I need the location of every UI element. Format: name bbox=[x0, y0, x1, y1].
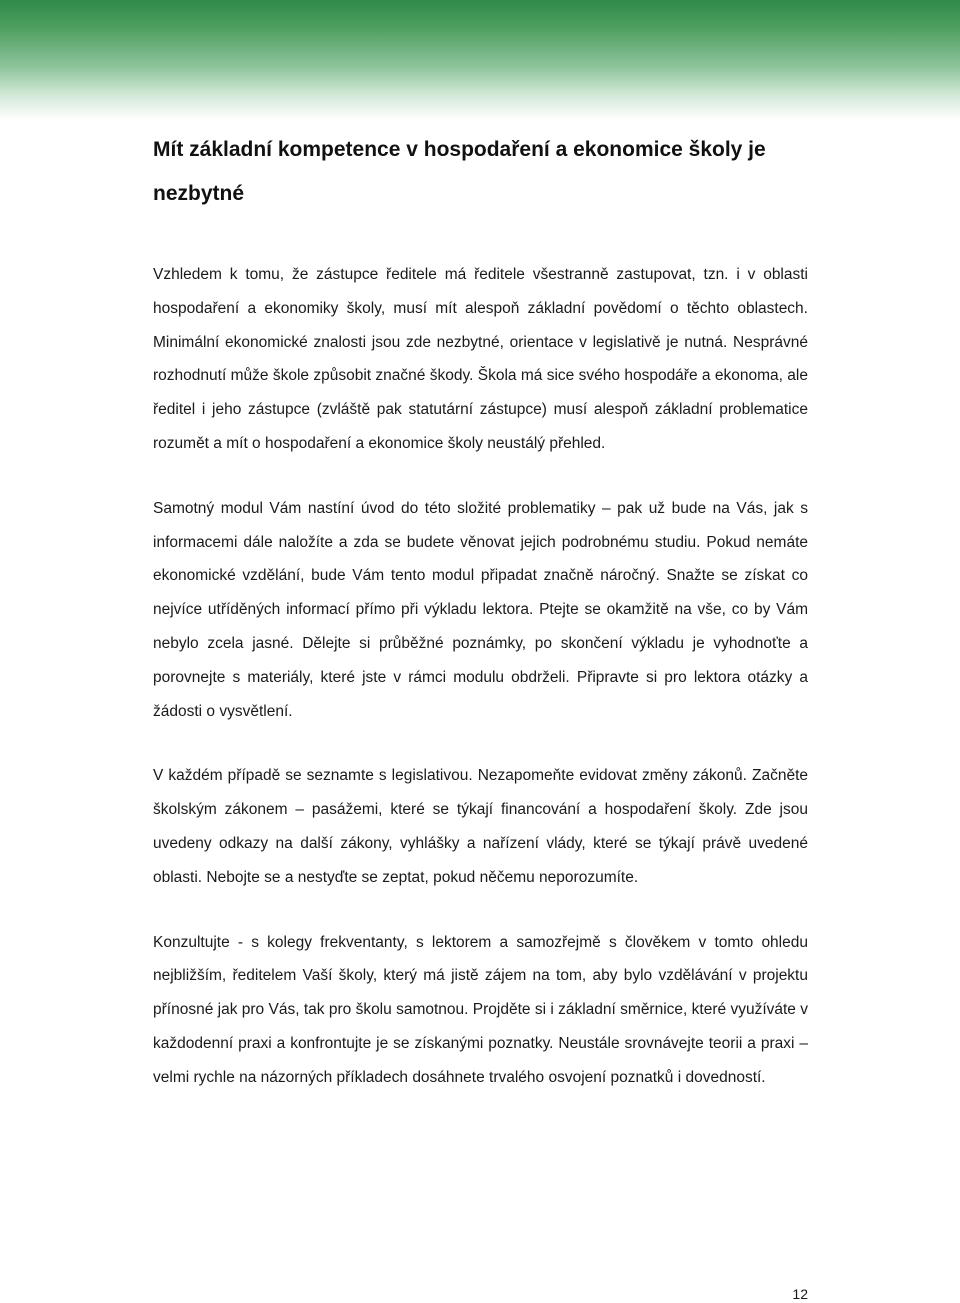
page-content bbox=[153, 128, 808, 1126]
page-number: 12 bbox=[792, 1286, 808, 1302]
paragraph-2: Samotný modul Vám nastíní úvod do této složité problematiky – pak už bude na Vás, jak s informacemi dále naložíte a zda se budete věnovat jejich podrobnému studiu. Pokud nemáte ekonomické vzdělání, bude Vám tento modul připadat značně náročný. Snažte se získat co nejvíce utříděných informací přímo při výkladu lektora. Ptejte se okamžitě na vše, co by Vám nebylo zcela jasné. Dělejte si průběžné poznámky, po skončení výkladu je vyhodnoťte a porovnejte s materiály, které jste v rámci modulu obdrželi. Připravte si pro lektora otázky a žádosti o vysvětlení. bbox=[153, 499, 808, 720]
paragraph-1: Vzhledem k tomu, že zástupce ředitele má ředitele všestranně zastupovat, tzn. i v oblasti hospodaření a ekonomiky školy, musí mít alespoň základní povědomí o těchto oblastech. Minimální ekonomické znalosti jsou zde nezbytné, orientace v legislativě je nutná. Nesprávné rozhodnutí může škole způsobit značné škody. Škola má sice svého hospodáře a ekonoma, ale ředitel i jeho zástupce (zvláště pak statutární zástupce) musí alespoň základní problematice rozumět a mít o hospodaření a ekonomice školy neustálý přehled. bbox=[153, 266, 808, 452]
section-heading: Mít základní kompetence v hospodaření a ekonomice školy je nezbytné bbox=[153, 138, 766, 205]
paragraph-4: Konzultujte - s kolegy frekventanty, s lektorem a samozřejmě s člověkem v tomto ohledu nejbližším, ředitelem Vaší školy, který má jistě zájem na tom, aby bylo vzdělávání v projektu přínosné jak pro Vás, tak pro školu samotnou. Projděte si i základní směrnice, které využíváte v každodenní praxi a konfrontujte je se získanými poznatky. Neustále srovnávejte teorii a praxi – velmi rychle na názorných příkladech dosáhnete trvalého osvojení poznatků i dovedností. bbox=[153, 933, 808, 1086]
header-green-band bbox=[0, 0, 960, 120]
paragraph-3: V každém případě se seznamte s legislativou. Nezapomeňte evidovat změny zákonů. Začněte školským zákonem – pasážemi, které se týkají financování a hospodaření školy. Zde jsou uvedeny odkazy na další zákony, vyhlášky a nařízení vlády, které se týkají právě uvedené oblasti. Nebojte se a nestyďte se zeptat, pokud něčemu neporozumíte. bbox=[153, 767, 808, 886]
